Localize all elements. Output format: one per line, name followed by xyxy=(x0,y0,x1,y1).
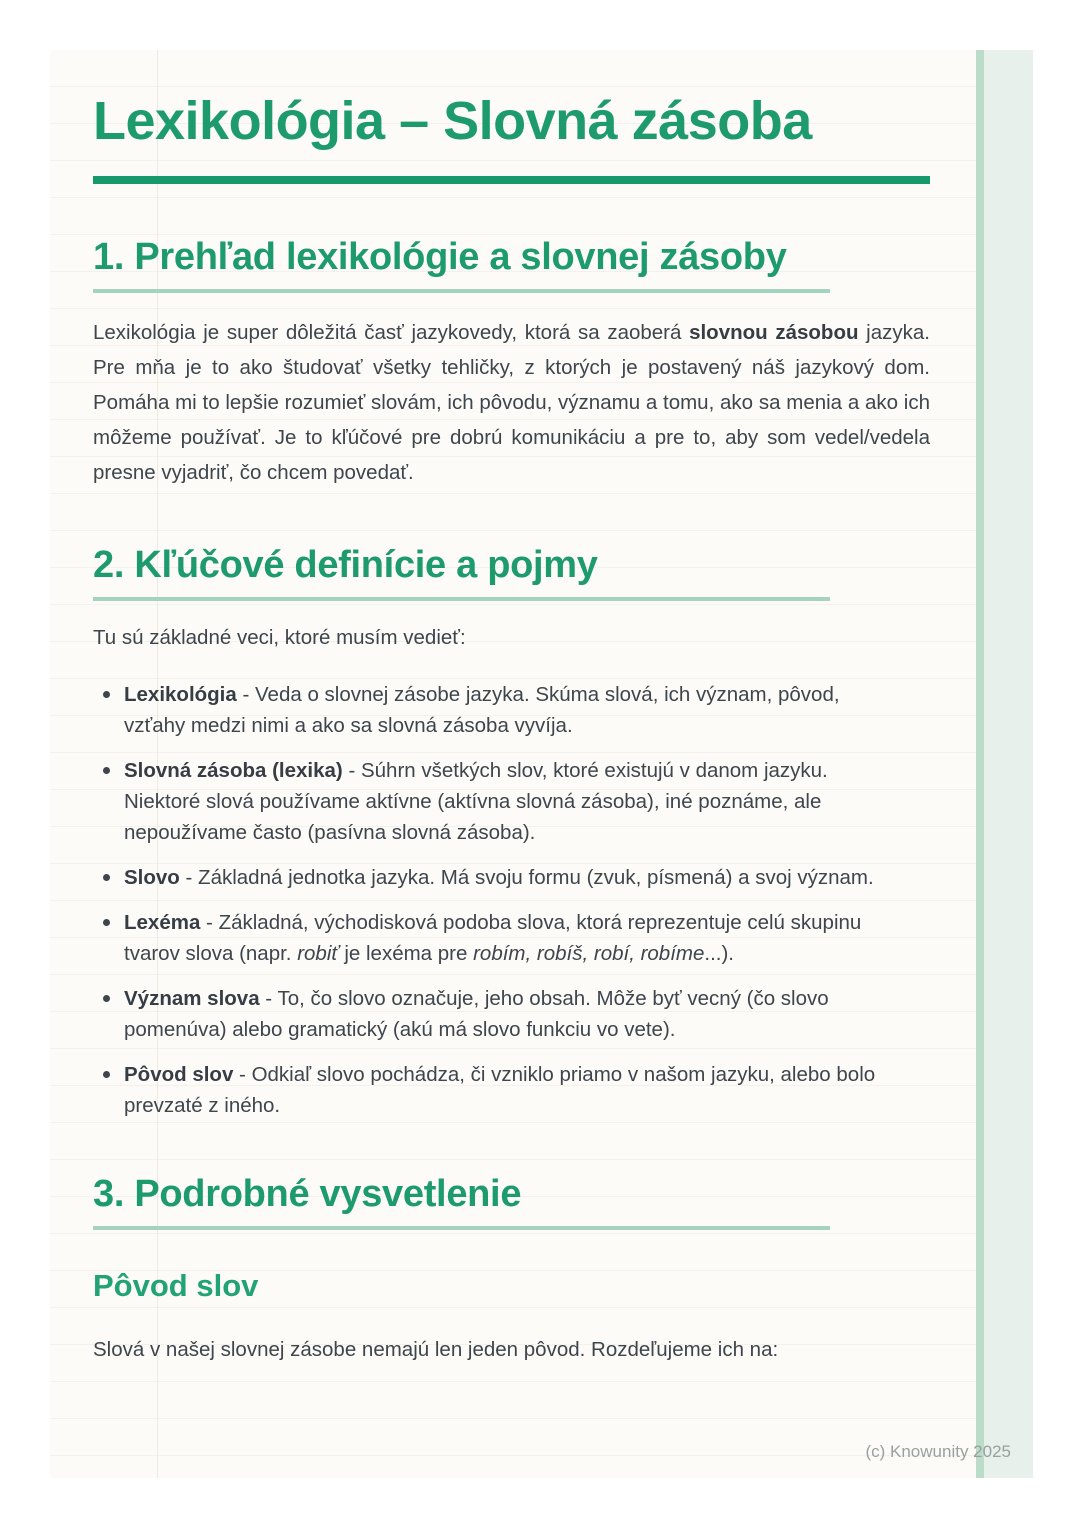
subsection-heading-povod-slov: Pôvod slov xyxy=(93,1268,259,1303)
definitions-list xyxy=(93,679,883,1121)
section1-paragraph xyxy=(93,315,930,490)
section1-divider xyxy=(93,289,830,293)
definition-text: - Základná, východisková podoba slova, ktorá reprezentuje celú skupinu tvarov slova (napr. xyxy=(124,911,862,965)
definition-text: - To, čo slovo označuje, jeho obsah. Môže byť vecný (čo slovo pomenúva) alebo gramatický (akú má slovo funkciu vo vete). xyxy=(124,987,829,1041)
bullet-icon xyxy=(103,767,110,774)
list-item-slovna-zasoba xyxy=(93,755,883,848)
section2-divider xyxy=(93,597,830,601)
definition-text: je lexéma pre xyxy=(338,942,474,965)
section2-intro: Tu sú základné veci, ktoré musím vedieť: xyxy=(93,626,466,649)
definition-term: Slovo xyxy=(124,866,180,889)
bold-term: slovnou zásobou xyxy=(689,321,859,344)
italic-example: robiť xyxy=(297,942,339,965)
definition-term: Lexikológia xyxy=(124,683,237,706)
definition-term: Pôvod slov xyxy=(124,1063,234,1086)
definition-term: Význam slova xyxy=(124,987,260,1010)
bullet-icon xyxy=(103,874,110,881)
watermark: (c) Knowunity 2025 xyxy=(865,1442,1011,1461)
definition-term: Slovná zásoba (lexika) xyxy=(124,759,343,782)
section3-paragraph: Slová v našej slovnej zásobe nemajú len jeden pôvod. Rozdeľujeme ich na: xyxy=(93,1338,779,1361)
section3-heading: 3. Podrobné vysvetlenie xyxy=(93,1173,522,1215)
paragraph-text: jazyka. Pre mňa je to ako študovať všetky tehličky, z ktorých je postavený náš jazykový dom. Pomáha mi to lepšie rozumieť slovám, ich pôvodu, významu a tomu, ako sa menia a ako ich môžeme používať. Je to kľúčové pre dobrú komunikáciu a pre to, aby som vedel/vedela presne vyjadriť, čo chcem povedať. xyxy=(93,321,930,484)
list-item-lexikologia xyxy=(93,679,883,741)
list-item-vyznam-slova xyxy=(93,983,883,1045)
bullet-icon xyxy=(103,919,110,926)
bullet-icon xyxy=(103,1071,110,1078)
title-divider xyxy=(93,176,930,184)
section2-heading: 2. Kľúčové definície a pojmy xyxy=(93,544,598,586)
definition-text: - Odkiaľ slovo pochádza, či vzniklo priamo v našom jazyku, alebo bolo prevzaté z iného. xyxy=(124,1063,876,1117)
bullet-icon xyxy=(103,995,110,1002)
page-content xyxy=(50,90,1033,1367)
italic-example: robím, robíš, robí, robíme xyxy=(473,942,705,965)
definition-text: - Základná jednotka jazyka. Má svoju formu (zvuk, písmená) a svoj význam. xyxy=(179,866,874,889)
page-title: Lexikológia – Slovná zásoba xyxy=(93,91,812,151)
definition-text: - Súhrn všetkých slov, ktoré existujú v danom jazyku. Niektoré slová používame aktívne (aktívna slovná zásoba), iné poznáme, ale nepoužívame často (pasívna slovná zásoba). xyxy=(124,759,828,844)
definition-text: - Veda o slovnej zásobe jazyka. Skúma slová, ich význam, pôvod, vzťahy medzi nimi a ako sa slovná zásoba vyvíja. xyxy=(124,683,840,737)
list-item-lexema xyxy=(93,907,883,969)
definition-text: ...). xyxy=(704,942,734,965)
list-item-povod-slov xyxy=(93,1059,883,1121)
paragraph-text: Lexikológia je super dôležitá časť jazykovedy, ktorá sa zaoberá xyxy=(93,321,690,344)
list-item-slovo xyxy=(93,862,883,893)
section3-divider xyxy=(93,1226,830,1230)
section1-heading: 1. Prehľad lexikológie a slovnej zásoby xyxy=(93,236,787,278)
notes-page xyxy=(50,50,1033,1478)
definition-term: Lexéma xyxy=(124,911,201,934)
bullet-icon xyxy=(103,691,110,698)
